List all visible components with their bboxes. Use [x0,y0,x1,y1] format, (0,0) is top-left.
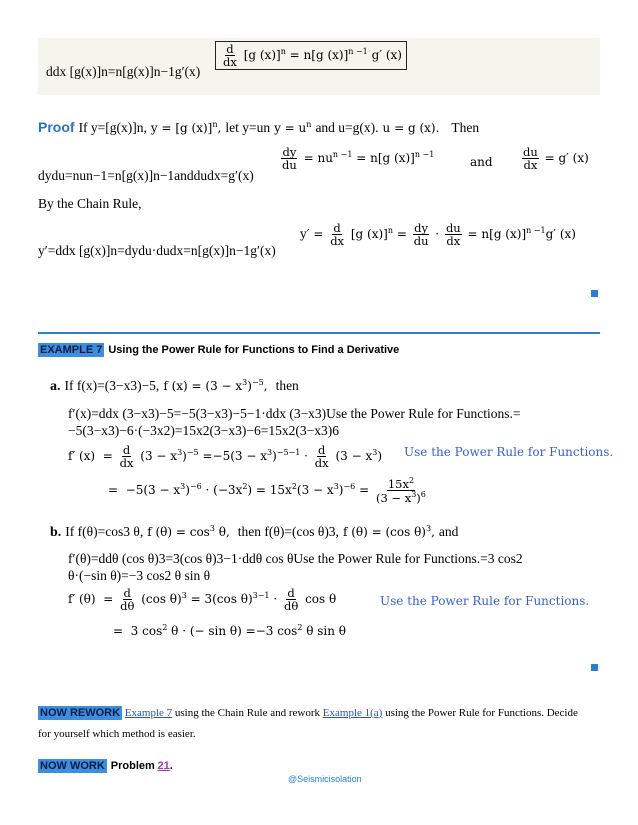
formula-lhs: [g (x)] [243,48,281,63]
theorem-text: ddx [g(x)]n=n[g(x)]n−1g′(x) [46,64,201,79]
proof-du-dx: $\frac{du}{dx}$ = g′ (x) [523,145,589,173]
part-b-math-1: f′ (θ) = $\frac{d}{d\theta}$ (cos θ)$^3$ = 3(cos θ)$^{3-1}$ · $\frac{d}{d\theta}$ cos θ [68,586,337,614]
part-a-note: Use the Power Rule for Functions. [404,445,614,459]
chain-rule-line: By the Chain Rule, [38,196,142,211]
example-title: Using the Power Rule for Functions to Find a Derivative [108,344,400,356]
rework-label: NOW REWORK [40,707,121,719]
part-a-math-1: f′ (x) = $\frac{d}{dx}$ $(3 - x^3)^{-5} =-5(3 - x^3)^{-5-1}$ · $\frac{d}{dx}$ $(3 - x^3)$ [68,443,383,471]
part-a-text-1: f′(x)=ddx (3−x3)−5=−5(3−x3)−5−1·ddx (3−x3)Use the Power Rule for Functions.= [68,406,521,421]
part-b-label: b. [50,525,62,540]
nowwork-end: . [169,760,173,772]
formula-rhs-exp: n −1 [348,47,368,57]
formula-tail: g′ (x) [371,48,402,63]
part-b-text-1: f′(θ)=ddθ (cos θ)3=3(cos θ)3−1·ddθ cos θUse the Power Rule for Functions.=3 cos2 [68,551,523,566]
proof-line1-a: If y=[g(x)]n, [78,120,147,135]
part-b-note: Use the Power Rule for Functions. [380,594,590,608]
qed-square-2 [591,664,598,671]
proof-line-1: Proof If y=[g(x)]n, y = [g (x)]$^n$, let y=un $y = u^n$ and u=g(x). u = g (x). Then [38,119,480,135]
example-label: EXAMPLE 7 [40,344,103,356]
watermark: @Seismicisolation [288,774,362,784]
rework-line-2: for yourself which method is easier. [38,728,196,740]
rework-line-1 [38,707,578,719]
rework-mid: using the Chain Rule and rework [174,707,321,719]
nowwork-text: Problem [110,760,155,772]
example-1a-link[interactable]: Example 1(a) [322,707,383,719]
example-rule [38,332,600,334]
part-a-intro-a: If f(x)=(3−x3)−5, [64,378,160,393]
part-b-math-2: = 3 $\cos^2 \theta$ · (− sin θ) =−3 $\cos^2 \theta$ sin θ [113,623,347,638]
and-word: and [470,155,493,169]
part-b-intro-c: and [438,524,459,539]
proof-line-2-text: dydu=nun−1=n[g(x)]n−1anddudx=g′(x) [38,168,254,183]
formula-exp: n [280,47,286,57]
proof-line1-c: and u=g(x). [315,120,379,135]
nowwork-label: NOW WORK [40,760,105,772]
problem-21-link[interactable]: 21 [157,760,170,772]
proof-line-2-math: $\frac{dy}{du}$ = $nu^{n -1} = n[g$ (x)]$^{n -1}$ [282,145,435,173]
proof-line-4-text: y′=ddx [g(x)]n=dydu·dudx=n[g(x)]n−1g′(x) [38,243,276,258]
part-a-math-2: = $-5(3 - x^3)^{-6} \cdot (-3x^2) = 15x^2(3 - x^3)^{-6}$ = $\frac{15x^2}{(3 - x^3)^6}$ [108,476,426,505]
formula-rhs: = n[g (x)] [289,48,349,63]
proof-label: Proof [38,119,75,135]
part-b-intro-a: If f(θ)=cos3 θ, [65,524,144,539]
part-a-intro-b: then [275,378,299,393]
proof-line1-b: let y=un [225,120,271,135]
part-a-label: a. [50,379,61,394]
qed-square [591,290,598,297]
part-b-text-2: θ·(−sin θ)=−3 cos2 θ sin θ [68,568,211,583]
theorem-formula [215,41,407,70]
part-b-intro: b. If f(θ)=cos3 θ, f $(\theta) = \cos^3 \theta$, then f(θ)=(cos θ)3, f (θ) = (cos θ)$^3$, and [50,524,459,540]
rework-tail: using the Power Rule for Functions. Decide [385,707,578,719]
part-b-intro-b: then f(θ)=(cos θ)3, [237,524,339,539]
part-a-text-2: −5(3−x3)−6·(−3x2)=15x2(3−x3)−6=15x2(3−x3)6 [68,423,339,438]
d-dx-fraction: $\frac{d}{dx}$ [223,42,237,70]
proof-line1-d: Then [451,120,480,135]
nowwork-line [38,756,173,774]
example-7-link[interactable]: Example 7 [124,707,173,719]
proof-line-4-math: y′ = $\frac{d}{dx}$ [g (x)]$^n$ = $\frac{dy}{du}$ · $\frac{du}{dx}$ = n[g (x)]$^{n -1}$g′ (x) [300,221,576,249]
example-header [38,340,399,358]
part-a-intro: a. If f(x)=(3−x3)−5, f $(x) = (3 - x^3)^{-5}$, then [50,378,299,394]
